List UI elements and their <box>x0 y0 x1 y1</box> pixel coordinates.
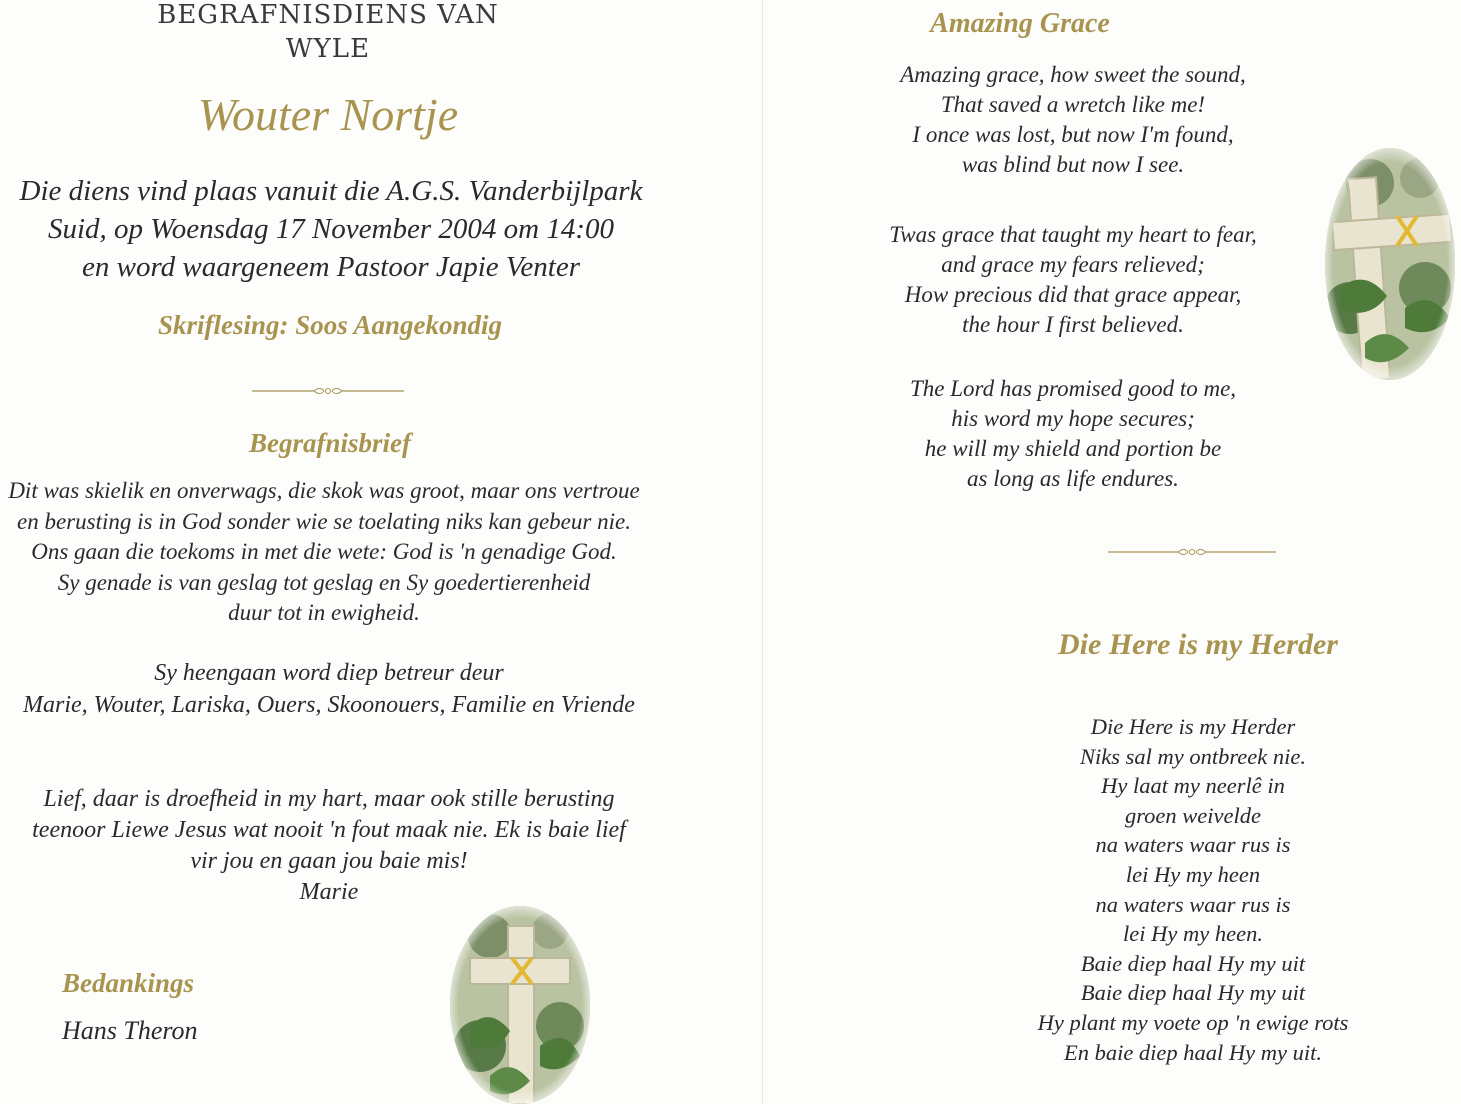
hymn-line: The Lord has promised good to me, <box>909 376 1237 401</box>
letter-line: duur tot in ewigheid. <box>228 600 420 625</box>
personal-message <box>0 784 658 908</box>
mourners-line: Marie, Wouter, Lariska, Ouers, Skoonouers, Familie en Vriende <box>23 692 635 718</box>
psalm-line: lei Hy my heen. <box>1123 921 1263 947</box>
psalm-line: Niks sal my ontbreek nie. <box>1080 743 1306 769</box>
thanks-heading: Bedankings <box>62 968 195 998</box>
ornament-divider <box>1108 546 1276 558</box>
letter-line: Ons gaan die toekoms in met die wete: God is 'n genadige God. <box>31 539 617 564</box>
service-line-1: Die diens vind plaas vanuit die A.G.S. Vanderbijlpark <box>19 175 643 207</box>
hymn-verse-3 <box>850 374 1296 494</box>
personal-line: vir jou en gaan jou baie mis! <box>190 848 468 874</box>
psalm-line: Die Here is my Herder <box>1090 714 1296 739</box>
hymn-line: he will my shield and portion be <box>924 436 1222 461</box>
letter-line: en berusting is in God sonder wie se toelating niks kan gebeur nie. <box>17 508 631 534</box>
hymn-line: That saved a wretch like me! <box>940 92 1206 117</box>
personal-line: teenoor Liewe Jesus wat nooit 'n fout maak nie. Ek is baie lief <box>32 817 626 843</box>
psalm-title: Die Here is my Herder <box>1058 628 1338 661</box>
thanks-name: Hans Theron <box>62 1016 198 1045</box>
deceased-name: Wouter Nortje <box>197 89 459 140</box>
hymn-verse-2 <box>850 220 1296 340</box>
psalm-line: na waters waar rus is <box>1095 832 1291 858</box>
ornament-divider <box>252 385 404 397</box>
psalm-line: Hy plant my voete op 'n ewige rots <box>1037 1009 1349 1035</box>
service-line-2: Suid, op Woensdag 17 November 2004 om 14:00 <box>48 213 614 245</box>
letter-heading: Begrafnisbrief <box>249 428 411 458</box>
mourners-block <box>0 657 658 721</box>
hymn-line: Amazing grace, how sweet the sound, <box>900 62 1246 87</box>
personal-signature: Marie <box>299 879 359 905</box>
page-fold <box>762 0 763 1104</box>
hymn-verse-1 <box>850 60 1296 180</box>
header-line-1: BEGRAFNISDIENS VAN <box>157 0 499 30</box>
letter-line: Sy genade is van geslag tot geslag en Sy goedertierenheid <box>57 569 591 595</box>
psalm-line: Baie diep haal Hy my uit <box>1080 950 1306 976</box>
psalm-line: Baie diep haal Hy my uit <box>1080 980 1306 1006</box>
floral-cross-image <box>1325 148 1455 380</box>
letter-line: Dit was skielik en onverwags, die skok was groot, maar ons vertroue <box>8 478 640 503</box>
psalm-line: En baie diep haal Hy my uit. <box>1063 1039 1323 1065</box>
service-line-3: en word waargeneem Pastoor Japie Venter <box>81 251 580 283</box>
hymn-line: I once was lost, but now I'm found, <box>912 122 1234 147</box>
hymn-line: Twas grace that taught my heart to fear, <box>889 222 1257 247</box>
hymn-line: was blind but now I see. <box>961 152 1185 177</box>
floral-cross-image <box>450 906 590 1104</box>
hymn-line: the hour I first believed. <box>962 312 1184 337</box>
scripture-heading: Skriflesing: Soos Aangekondig <box>157 310 503 340</box>
hymn-line: as long as life endures. <box>967 466 1179 491</box>
header-line-2: WYLE <box>285 34 371 64</box>
personal-line: Lief, daar is droefheid in my hart, maar ook stille berusting <box>43 786 615 812</box>
psalm-line: groen weivelde <box>1125 802 1261 828</box>
psalm-line: Hy laat my neerlê in <box>1101 773 1285 799</box>
hymn-line: and grace my fears relieved; <box>941 252 1205 277</box>
hymn-line: How precious did that grace appear, <box>904 282 1242 307</box>
hymn-line: his word my hope secures; <box>951 406 1195 431</box>
letter-body <box>0 476 648 629</box>
psalm-line: na waters waar rus is <box>1095 891 1291 917</box>
mourners-line: Sy heengaan word diep betreur deur <box>154 660 504 686</box>
hymn-title: Amazing Grace <box>930 8 1110 39</box>
psalm-body <box>1020 712 1366 1067</box>
psalm-line: lei Hy my heen <box>1125 861 1261 887</box>
